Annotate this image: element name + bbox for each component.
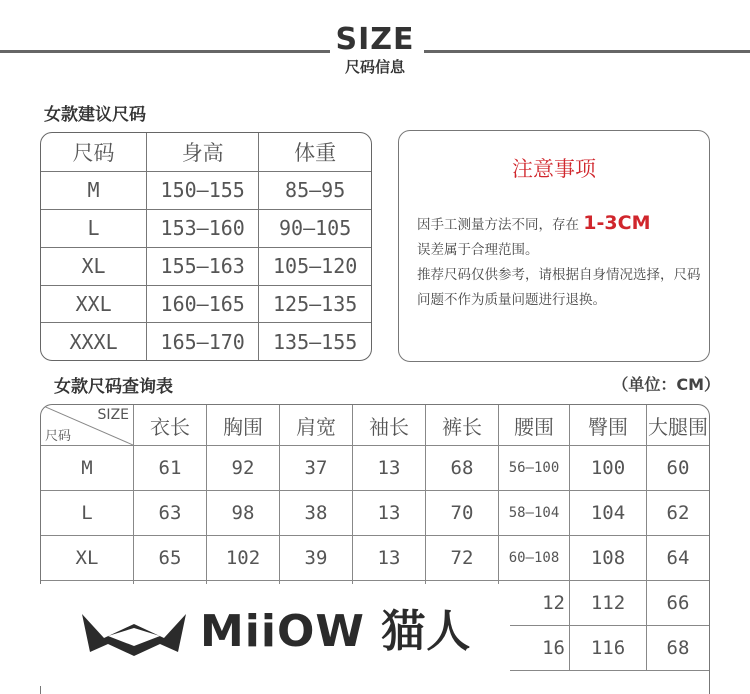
- column-header: 体重: [259, 133, 371, 172]
- notice-title: 注意事项: [512, 157, 596, 181]
- notice-line2: 推荐尺码仅供参考，请根据自身情况选择，尺码问题不作为质量问题进行退换。: [417, 267, 701, 308]
- height-cell: 155—163: [147, 247, 259, 285]
- suggest-table: [41, 133, 371, 360]
- column-header: 臀围: [570, 405, 647, 446]
- table-cell: 66: [647, 581, 710, 626]
- table-row: [41, 536, 709, 581]
- table-cell: 12: [499, 581, 570, 626]
- table-cell: 38: [280, 491, 353, 536]
- size-cell: L: [41, 209, 147, 247]
- column-header: 裤长: [426, 405, 499, 446]
- weight-cell: 105—120: [259, 247, 371, 285]
- column-header: 胸围: [207, 405, 280, 446]
- column-header: 袖长: [353, 405, 426, 446]
- weight-cell: 125—135: [259, 285, 371, 323]
- corner-size-label: SIZE: [97, 407, 129, 423]
- header-line-right: [424, 50, 750, 53]
- column-header: 尺码: [41, 133, 147, 172]
- table-cell: 72: [426, 536, 499, 581]
- height-cell: 153—160: [147, 209, 259, 247]
- table-cell: 64: [647, 536, 710, 581]
- table-cell: 62: [647, 491, 710, 536]
- table-cell: 70: [426, 491, 499, 536]
- cat-logo-icon: [78, 608, 190, 660]
- table-row: [41, 209, 371, 247]
- size-cell: M: [41, 446, 134, 491]
- table-cell: 13: [353, 536, 426, 581]
- table-row: [41, 491, 709, 536]
- table-cell: 65: [134, 536, 207, 581]
- table-cell: 58—104: [499, 491, 570, 536]
- size-cell: L: [41, 491, 134, 536]
- notice-line1-pre: 因手工测量方法不同，存在: [417, 217, 579, 233]
- corner-cell: [41, 405, 134, 446]
- table-row: [41, 285, 371, 323]
- height-cell: 160—165: [147, 285, 259, 323]
- table-row: [41, 247, 371, 285]
- table-cell: 104: [570, 491, 647, 536]
- size-cell: M: [41, 172, 147, 210]
- height-cell: 150—155: [147, 172, 259, 210]
- table-cell: 61: [134, 446, 207, 491]
- notice-highlight: 1-3CM: [583, 212, 651, 234]
- column-header: 腰围: [499, 405, 570, 446]
- size-cell: XXL: [41, 285, 147, 323]
- table-cell: 100: [570, 446, 647, 491]
- suggest-table-card: [40, 132, 372, 361]
- corner-size-label-cn: 尺码: [45, 429, 72, 444]
- brand-logo-band: [40, 584, 510, 686]
- table-cell: 13: [353, 446, 426, 491]
- size-cell: XXXL: [41, 323, 147, 360]
- column-header: 身高: [147, 133, 259, 172]
- size-cell: XL: [41, 247, 147, 285]
- weight-cell: 85—95: [259, 172, 371, 210]
- header-line-left: [0, 50, 330, 53]
- weight-cell: 135—155: [259, 323, 371, 360]
- table-row: [41, 446, 709, 491]
- table-cell: 63: [134, 491, 207, 536]
- weight-cell: 90—105: [259, 209, 371, 247]
- table-row: [41, 323, 371, 360]
- table-row: [41, 172, 371, 210]
- page-subtitle: 尺码信息: [344, 58, 405, 76]
- column-header: 大腿围: [647, 405, 710, 446]
- height-cell: 165—170: [147, 323, 259, 360]
- table-cell: 102: [207, 536, 280, 581]
- table-cell: 112: [570, 581, 647, 626]
- table-cell: 60—108: [499, 536, 570, 581]
- notice-line1-post: 误差属于合理范围。: [417, 242, 539, 258]
- column-header: 衣长: [134, 405, 207, 446]
- table-cell: 98: [207, 491, 280, 536]
- table-header-row: [41, 133, 371, 172]
- table-cell: 68: [647, 626, 710, 671]
- page-title: SIZE: [335, 22, 415, 57]
- table-cell: 37: [280, 446, 353, 491]
- suggest-section-title: 女款建议尺码: [44, 105, 146, 125]
- size-cell: XL: [41, 536, 134, 581]
- table-cell: 13: [353, 491, 426, 536]
- table-cell: 116: [570, 626, 647, 671]
- table-cell: 108: [570, 536, 647, 581]
- unit-note: （单位：CM）: [612, 375, 720, 394]
- notice-card: [398, 130, 710, 362]
- table-cell: 56—100: [499, 446, 570, 491]
- notice-body: [417, 211, 702, 313]
- table-cell: 39: [280, 536, 353, 581]
- brand-logo-text: MiiOW 猫人: [200, 606, 472, 657]
- column-header: 肩宽: [280, 405, 353, 446]
- table-cell: 68: [426, 446, 499, 491]
- table-cell: 60: [647, 446, 710, 491]
- table-header-row: [41, 405, 709, 446]
- table-cell: 16: [499, 626, 570, 671]
- table-cell: 92: [207, 446, 280, 491]
- size-table-section-title: 女款尺码查询表: [54, 377, 173, 397]
